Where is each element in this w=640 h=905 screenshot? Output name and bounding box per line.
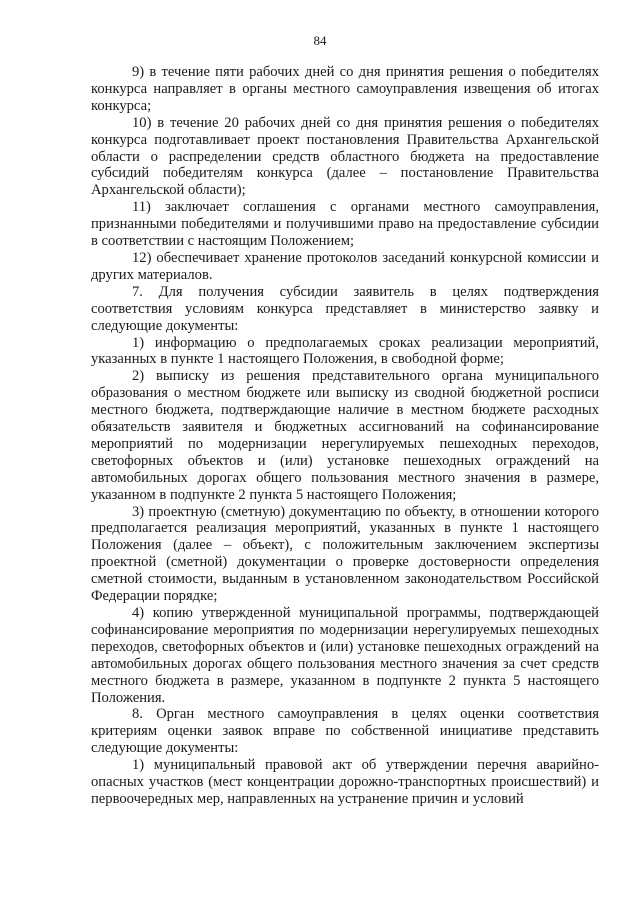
- paragraph-section-7-item-2: 2) выписку из решения представительного органа муниципального образования о местном бюджете или выписку из сводной бюджетной росписи местного бюджета, подтверждающие наличие в местном бюджете расходных обязательств заявителя и бюджетных ассигнований на софинансирование мероприятий по модернизации нерегулируемых пешеходных переходов, светофорных объектов и (или) установке пешеходных ограждений на автомобильных дорогах общего пользования местного значения в размере, указанном в подпункте 2 пункта 5 настоящего Положения;: [91, 368, 599, 503]
- paragraph-section-7: 7. Для получения субсидии заявитель в целях подтверждения соответствия условиям конкурса представляет в министерство заявку и следующие документы:: [91, 283, 599, 334]
- paragraph-section-7-item-1: 1) информацию о предполагаемых сроках реализации мероприятий, указанных в пункте 1 настоящего Положения, в свободной форме;: [91, 334, 599, 368]
- paragraph-section-7-item-4: 4) копию утвержденной муниципальной программы, подтверждающей софинансирование мероприятия по модернизации нерегулируемых пешеходных переходов, светофорных объектов и (или) установке пешеходных ограждений на автомобильных дорогах общего пользования местного значения за счет средств местного бюджета в размере, указанном в подпункте 2 пункта 5 настоящего Положения.: [91, 605, 599, 706]
- page-number: 84: [313, 33, 327, 48]
- paragraph-item-12: 12) обеспечивает хранение протоколов заседаний конкурсной комиссии и других материалов.: [91, 249, 599, 283]
- paragraph-item-11: 11) заключает соглашения с органами местного самоуправления, признанными победителями и получившими право на предоставление субсидии в соответствии с настоящим Положением;: [91, 199, 599, 250]
- paragraph-section-8: 8. Орган местного самоуправления в целях оценки соответствия критериям оценки заявок вправе по собственной инициативе представить следующие документы:: [91, 706, 599, 757]
- paragraph-section-7-item-3: 3) проектную (сметную) документацию по объекту, в отношении которого предполагается реализация мероприятий, указанных в пункте 1 настоящего Положения (далее – объект), с положительным заключением экспертизы проектной (сметной) документации о проверке достоверности определения сметной стоимости, выданным в установленном законодательством Российской Федерации порядке;: [91, 503, 599, 605]
- document-body: [91, 64, 599, 808]
- paragraph-item-9: 9) в течение пяти рабочих дней со дня принятия решения о победителях конкурса направляет в органы местного самоуправления извещения об итогах конкурса;: [91, 64, 599, 114]
- paragraph-item-10: 10) в течение 20 рабочих дней со дня принятия решения о победителях конкурса подготавливает проект постановления Правительства Архангельской области о распределении средств областного бюджета на предоставление субсидий победителям конкурса (далее – постановление Правительства Архангельской области);: [91, 114, 599, 199]
- paragraph-section-8-item-1: 1) муниципальный правовой акт об утверждении перечня аварийно-опасных участков (мест концентрации дорожно-транспортных происшествий) и первоочередных мер, направленных на устранение причин и условий: [91, 757, 599, 807]
